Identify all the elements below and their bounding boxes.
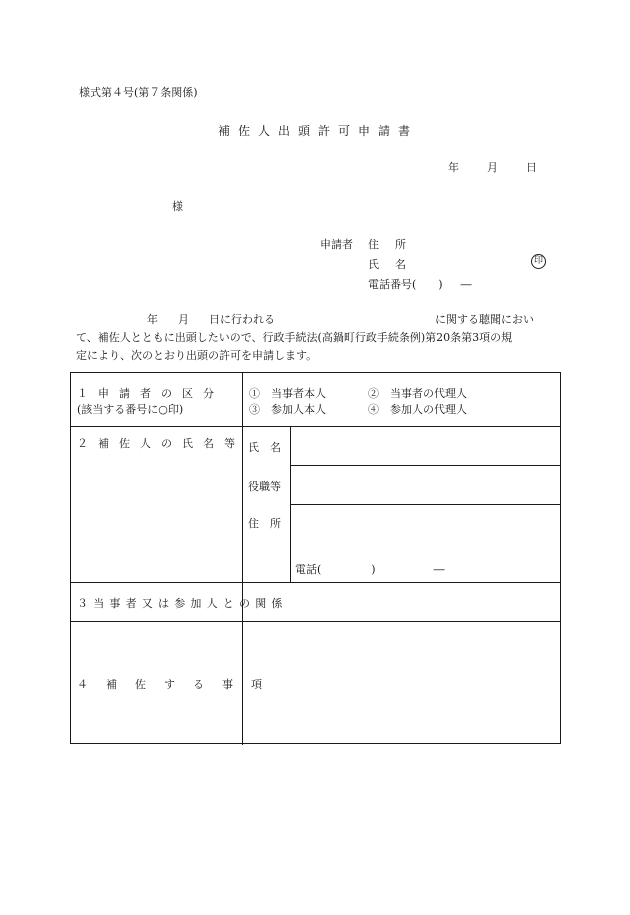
helper-phone-line — [295, 561, 445, 577]
applicant-phone-label: 電話番号( — [368, 278, 417, 291]
row-divider — [290, 504, 560, 505]
date-day: 日 — [526, 161, 537, 174]
row-divider — [71, 621, 560, 622]
applicant-address-label: 住所 — [368, 238, 422, 251]
applicant-label: 申請者 — [320, 238, 353, 251]
helper-phone-dash: ― — [433, 563, 445, 576]
row-divider — [71, 426, 560, 427]
applicant-phone-line — [368, 276, 472, 292]
row-divider — [71, 582, 560, 583]
row3-label: ３当事者又は参加人との関係 — [77, 597, 288, 610]
helper-phone-close: ) — [371, 563, 376, 576]
helper-phone-label: 電話( — [295, 563, 322, 576]
application-table — [70, 372, 561, 744]
form-number: 様式第４号(第７条関係) — [79, 86, 198, 99]
statement-paragraph — [76, 311, 549, 365]
applicant-phone-dash: ― — [460, 278, 472, 291]
statement-held-on: 日に行われる — [209, 313, 275, 326]
helper-name-label: 氏 名 — [248, 441, 281, 454]
date-month: 月 — [487, 161, 498, 174]
row2-label: ２補佐人の氏名等 — [77, 437, 245, 450]
document-title: 補佐人出頭許可申請書 — [217, 124, 418, 138]
row1-label: １申請者の区分 — [77, 387, 224, 400]
date-year: 年 — [448, 161, 459, 174]
row1-sublabel: (該当する番号に○印) — [77, 403, 184, 416]
column-divider — [290, 426, 291, 582]
statement-month: 月 — [178, 313, 189, 326]
option-3: ③ 参加人本人 — [249, 403, 326, 416]
option-4: ④ 参加人の代理人 — [368, 403, 467, 416]
statement-year: 年 — [147, 313, 158, 326]
row4-label: ４補佐する事項 — [77, 678, 280, 691]
date-line — [448, 159, 537, 175]
addressee: 様 — [172, 200, 183, 213]
applicant-name-label: 氏名 — [368, 258, 422, 271]
helper-address-label: 住 所 — [248, 517, 281, 530]
seal-mark: 印 — [531, 254, 546, 269]
helper-position-label: 役職等 — [248, 480, 281, 493]
applicant-phone-close: ) — [438, 278, 443, 291]
statement-line-2: て、補佐人とともに出頭したいので、行政手続法(高鍋町行政手続条例)第20条第3項の規 — [76, 331, 513, 344]
row-divider — [290, 465, 560, 466]
option-1: ① 当事者本人 — [249, 387, 326, 400]
option-2: ② 当事者の代理人 — [368, 387, 467, 400]
statement-line-1 — [79, 311, 549, 329]
statement-line-3: 定により、次のとおり出頭の許可を申請します。 — [76, 349, 318, 362]
statement-regarding: に関する聴聞におい — [435, 313, 534, 326]
